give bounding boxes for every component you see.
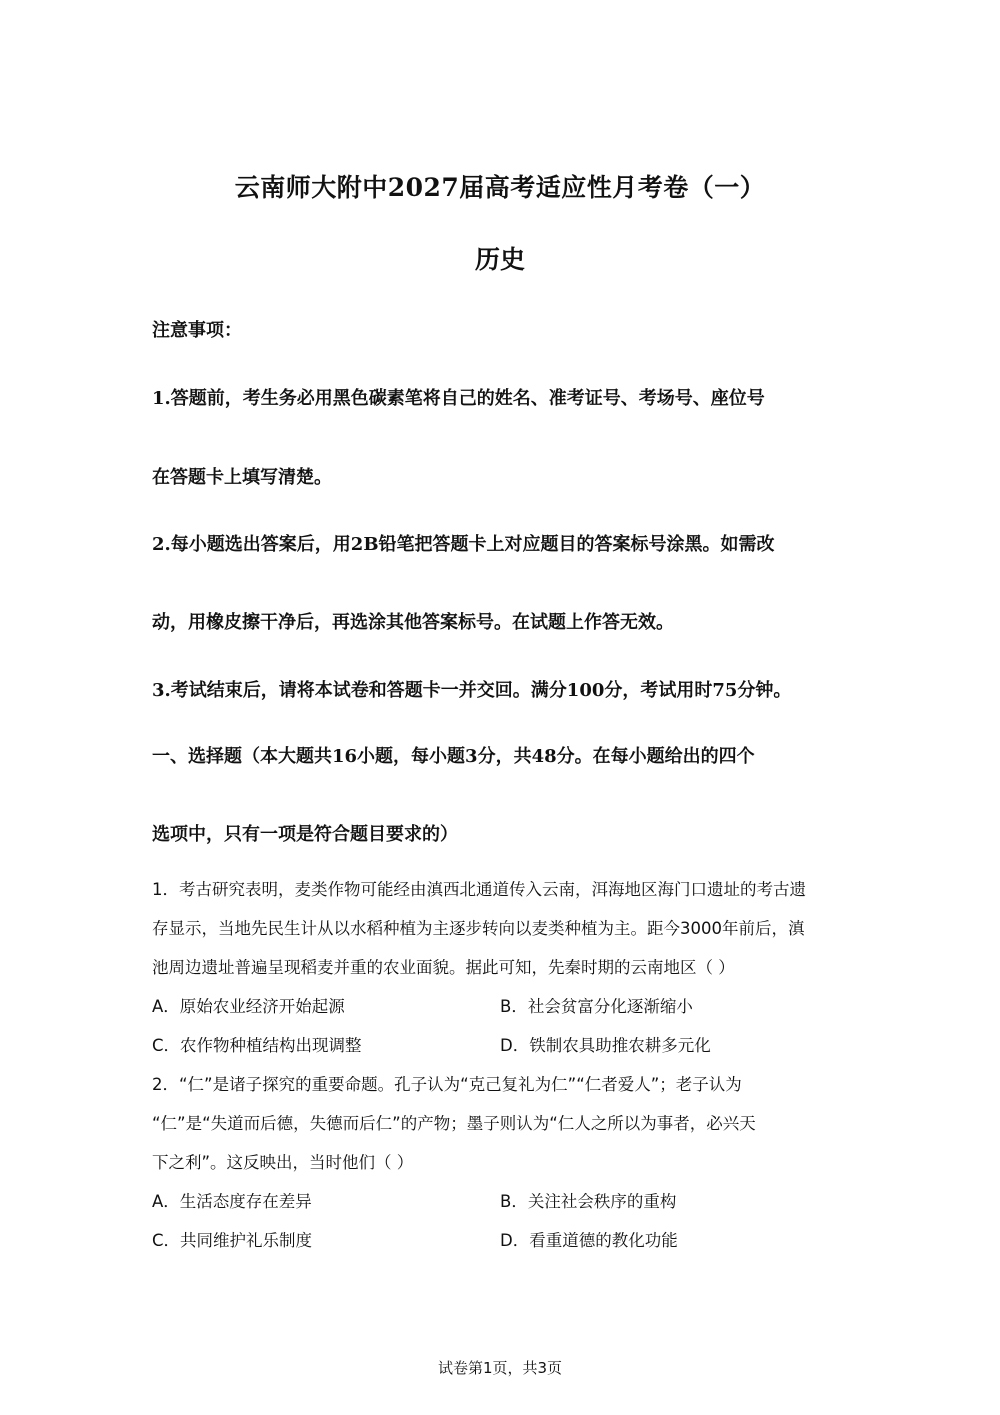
option-d: D．铁制农具助推农耕多元化: [500, 1036, 711, 1055]
question-stem-line: 1．考古研究表明，麦类作物可能经由滇西北通道传入云南，洱海地区海门口遗址的考古遗: [152, 880, 806, 899]
option-c: C．共同维护礼乐制度: [152, 1231, 313, 1250]
question-stem-line: 池周边遗址普遍呈现稻麦并重的农业面貌。据此可知，先秦时期的云南地区（ ）: [152, 958, 735, 977]
notice-line: 2.每小题选出答案后，用2B铅笔把答题卡上对应题目的答案标号涂黑。如需改: [152, 534, 775, 555]
notice-line: 3.考试结束后，请将本试卷和答题卡一并交回。满分100分，考试用时75分钟。: [152, 680, 792, 701]
option-b: B．关注社会秩序的重构: [500, 1192, 677, 1211]
option-a: A．原始农业经济开始起源: [152, 997, 345, 1016]
question-stem-line: 存显示，当地先民生计从以水稻种植为主逐步转向以麦类种植为主。距今3000年前后，滇: [152, 919, 805, 938]
notice-line: 动，用橡皮擦干净后，再选涂其他答案标号。在试题上作答无效。: [152, 612, 674, 633]
page-footer: 试卷第1页，共3页: [437, 1359, 563, 1377]
notice-line: 在答题卡上填写清楚。: [152, 467, 332, 488]
option-c: C．农作物种植结构出现调整: [152, 1036, 362, 1055]
notice-heading: 注意事项：: [152, 320, 242, 341]
question-stem-line: 2．“仁”是诸子探究的重要命题。孔子认为“克己复礼为仁”“仁者爱人”；老子认为: [152, 1075, 742, 1094]
question-stem-line: 下之利”。这反映出，当时他们（ ）: [152, 1153, 414, 1172]
notice-line: 1.答题前，考生务必用黑色碳素笔将自己的姓名、准考证号、考场号、座位号: [152, 388, 765, 409]
option-d: D．看重道德的教化功能: [500, 1231, 678, 1250]
question-stem-line: “仁”是“失道而后德，失德而后仁”的产物；墨子则认为“仁人之所以为事者，必兴天: [152, 1114, 756, 1133]
section-heading-line: 选项中，只有一项是符合题目要求的）: [152, 824, 458, 845]
exam-subject: 历史: [474, 245, 525, 274]
exam-title: 云南师大附中2027届高考适应性月考卷（一）: [234, 173, 766, 202]
option-a: A．生活态度存在差异: [152, 1192, 312, 1211]
option-b: B．社会贫富分化逐渐缩小: [500, 997, 693, 1016]
section-heading-line: 一、选择题（本大题共16小题，每小题3分，共48分。在每小题给出的四个: [152, 746, 755, 767]
